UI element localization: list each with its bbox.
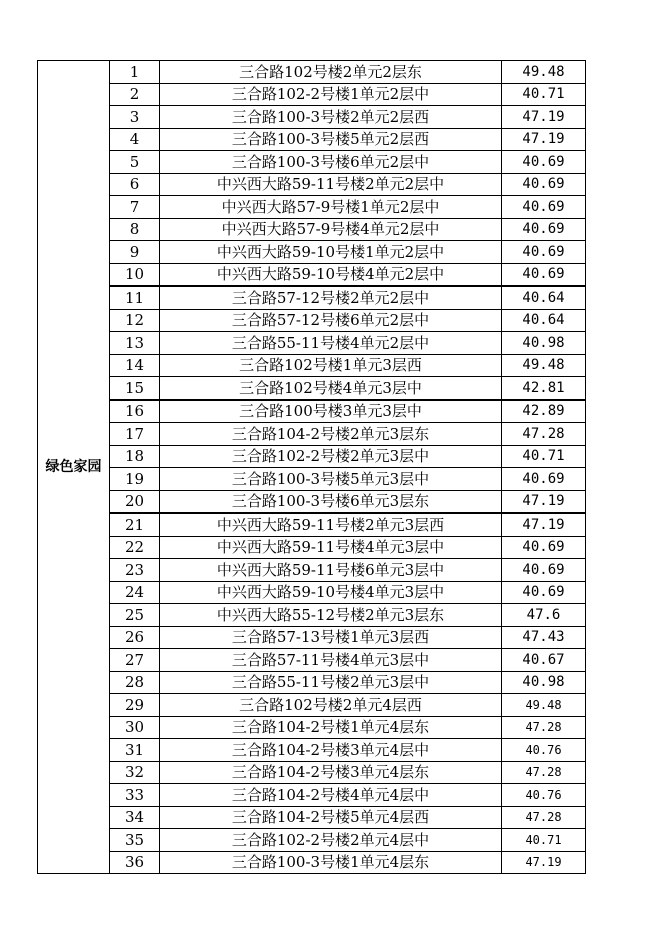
row-number-cell: 19 (110, 468, 160, 491)
area-value-cell: 47.19 (502, 128, 586, 151)
address-cell: 三合路102号楼2单元4层西 (160, 694, 502, 717)
table-row (38, 309, 586, 332)
table-row (38, 694, 586, 717)
table-row (38, 61, 586, 84)
area-value-cell: 40.98 (502, 332, 586, 355)
row-number-cell: 24 (110, 581, 160, 604)
area-value-cell: 40.69 (502, 241, 586, 264)
address-cell: 三合路102-2号楼2单元4层中 (160, 829, 502, 852)
address-cell: 中兴西大路59-10号楼1单元2层中 (160, 241, 502, 264)
table-row (38, 400, 586, 423)
area-value-cell: 40.71 (502, 83, 586, 106)
address-cell: 三合路104-2号楼3单元4层东 (160, 761, 502, 784)
group-label-cell: 绿色家园 (38, 61, 110, 874)
row-number-cell: 11 (110, 286, 160, 309)
table-row (38, 829, 586, 852)
table-row (38, 106, 586, 129)
row-number-cell: 12 (110, 309, 160, 332)
area-value-cell: 40.71 (502, 829, 586, 852)
area-value-cell: 49.48 (502, 61, 586, 84)
address-cell: 中兴西大路59-11号楼2单元3层西 (160, 513, 502, 536)
address-cell: 三合路57-12号楼2单元2层中 (160, 286, 502, 309)
row-number-cell: 7 (110, 196, 160, 219)
row-number-cell: 10 (110, 263, 160, 286)
table-row (38, 851, 586, 874)
address-cell: 中兴西大路57-9号楼4单元2层中 (160, 218, 502, 241)
table-row (38, 513, 586, 536)
row-number-cell: 22 (110, 536, 160, 559)
area-value-cell: 40.69 (502, 559, 586, 582)
table-row (38, 151, 586, 174)
table-row (38, 218, 586, 241)
address-cell: 中兴西大路59-10号楼4单元3层中 (160, 581, 502, 604)
table-row (38, 445, 586, 468)
table-row (38, 490, 586, 513)
address-cell: 三合路102号楼2单元2层东 (160, 61, 502, 84)
table-row (38, 332, 586, 355)
row-number-cell: 26 (110, 626, 160, 649)
area-value-cell: 40.69 (502, 196, 586, 219)
address-cell: 三合路102号楼1单元3层西 (160, 354, 502, 377)
area-value-cell: 40.69 (502, 581, 586, 604)
address-cell: 三合路104-2号楼4单元4层中 (160, 784, 502, 807)
area-value-cell: 47.28 (502, 761, 586, 784)
row-number-cell: 9 (110, 241, 160, 264)
area-value-cell: 47.6 (502, 604, 586, 627)
table-body (38, 61, 586, 874)
address-cell: 三合路100号楼3单元3层中 (160, 400, 502, 423)
table-row (38, 671, 586, 694)
table-row (38, 559, 586, 582)
table-row (38, 716, 586, 739)
table-row (38, 604, 586, 627)
address-cell: 中兴西大路59-10号楼4单元2层中 (160, 263, 502, 286)
address-cell: 三合路57-11号楼4单元3层中 (160, 649, 502, 672)
row-number-cell: 14 (110, 354, 160, 377)
address-cell: 三合路100-3号楼2单元2层西 (160, 106, 502, 129)
row-number-cell: 21 (110, 513, 160, 536)
area-value-cell: 47.28 (502, 423, 586, 446)
row-number-cell: 32 (110, 761, 160, 784)
row-number-cell: 3 (110, 106, 160, 129)
address-cell: 三合路100-3号楼5单元3层中 (160, 468, 502, 491)
address-cell: 中兴西大路59-11号楼4单元3层中 (160, 536, 502, 559)
area-value-cell: 40.76 (502, 784, 586, 807)
row-number-cell: 31 (110, 739, 160, 762)
area-value-cell: 49.48 (502, 694, 586, 717)
row-number-cell: 18 (110, 445, 160, 468)
table-row (38, 761, 586, 784)
table-row (38, 423, 586, 446)
area-value-cell: 40.69 (502, 151, 586, 174)
area-value-cell: 47.28 (502, 716, 586, 739)
table-row (38, 196, 586, 219)
table-row (38, 377, 586, 400)
address-cell: 三合路104-2号楼2单元3层东 (160, 423, 502, 446)
address-cell: 三合路100-3号楼1单元4层东 (160, 851, 502, 874)
table-row (38, 241, 586, 264)
address-cell: 三合路102-2号楼1单元2层中 (160, 83, 502, 106)
table-row (38, 173, 586, 196)
address-cell: 三合路104-2号楼1单元4层东 (160, 716, 502, 739)
table-row (38, 784, 586, 807)
address-cell: 三合路104-2号楼5单元4层西 (160, 806, 502, 829)
address-cell: 三合路102-2号楼2单元3层中 (160, 445, 502, 468)
area-value-cell: 47.19 (502, 490, 586, 513)
row-number-cell: 33 (110, 784, 160, 807)
address-cell: 三合路55-11号楼2单元3层中 (160, 671, 502, 694)
address-cell: 三合路57-12号楼6单元2层中 (160, 309, 502, 332)
area-value-cell: 42.81 (502, 377, 586, 400)
row-number-cell: 29 (110, 694, 160, 717)
area-value-cell: 40.71 (502, 445, 586, 468)
row-number-cell: 2 (110, 83, 160, 106)
address-cell: 三合路100-3号楼6单元2层中 (160, 151, 502, 174)
row-number-cell: 36 (110, 851, 160, 874)
area-value-cell: 40.67 (502, 649, 586, 672)
table-row (38, 536, 586, 559)
table-row (38, 468, 586, 491)
row-number-cell: 34 (110, 806, 160, 829)
row-number-cell: 5 (110, 151, 160, 174)
address-cell: 三合路100-3号楼5单元2层西 (160, 128, 502, 151)
address-cell: 三合路55-11号楼4单元2层中 (160, 332, 502, 355)
row-number-cell: 16 (110, 400, 160, 423)
area-value-cell: 47.19 (502, 513, 586, 536)
address-cell: 中兴西大路55-12号楼2单元3层东 (160, 604, 502, 627)
row-number-cell: 17 (110, 423, 160, 446)
table-row (38, 806, 586, 829)
area-value-cell: 47.19 (502, 106, 586, 129)
table-row (38, 354, 586, 377)
area-value-cell: 40.69 (502, 218, 586, 241)
row-number-cell: 30 (110, 716, 160, 739)
area-value-cell: 40.76 (502, 739, 586, 762)
area-value-cell: 47.28 (502, 806, 586, 829)
row-number-cell: 35 (110, 829, 160, 852)
address-cell: 中兴西大路59-11号楼6单元3层中 (160, 559, 502, 582)
area-value-cell: 40.69 (502, 263, 586, 286)
table-row (38, 649, 586, 672)
row-number-cell: 15 (110, 377, 160, 400)
area-value-cell: 42.89 (502, 400, 586, 423)
table-row (38, 83, 586, 106)
address-cell: 三合路102号楼4单元3层中 (160, 377, 502, 400)
row-number-cell: 1 (110, 61, 160, 84)
table-row (38, 286, 586, 309)
row-number-cell: 28 (110, 671, 160, 694)
area-value-cell: 49.48 (502, 354, 586, 377)
housing-table (37, 60, 586, 874)
area-value-cell: 40.64 (502, 309, 586, 332)
row-number-cell: 8 (110, 218, 160, 241)
row-number-cell: 20 (110, 490, 160, 513)
area-value-cell: 40.64 (502, 286, 586, 309)
area-value-cell: 40.98 (502, 671, 586, 694)
row-number-cell: 23 (110, 559, 160, 582)
area-value-cell: 47.19 (502, 851, 586, 874)
area-value-cell: 47.43 (502, 626, 586, 649)
row-number-cell: 13 (110, 332, 160, 355)
address-cell: 三合路104-2号楼3单元4层中 (160, 739, 502, 762)
address-cell: 中兴西大路57-9号楼1单元2层中 (160, 196, 502, 219)
area-value-cell: 40.69 (502, 536, 586, 559)
area-value-cell: 40.69 (502, 173, 586, 196)
row-number-cell: 6 (110, 173, 160, 196)
row-number-cell: 4 (110, 128, 160, 151)
address-cell: 中兴西大路59-11号楼2单元2层中 (160, 173, 502, 196)
table-row (38, 626, 586, 649)
table-row (38, 263, 586, 286)
row-number-cell: 27 (110, 649, 160, 672)
area-value-cell: 40.69 (502, 468, 586, 491)
table-row (38, 739, 586, 762)
address-cell: 三合路57-13号楼1单元3层西 (160, 626, 502, 649)
table-row (38, 128, 586, 151)
row-number-cell: 25 (110, 604, 160, 627)
table-row (38, 581, 586, 604)
address-cell: 三合路100-3号楼6单元3层东 (160, 490, 502, 513)
